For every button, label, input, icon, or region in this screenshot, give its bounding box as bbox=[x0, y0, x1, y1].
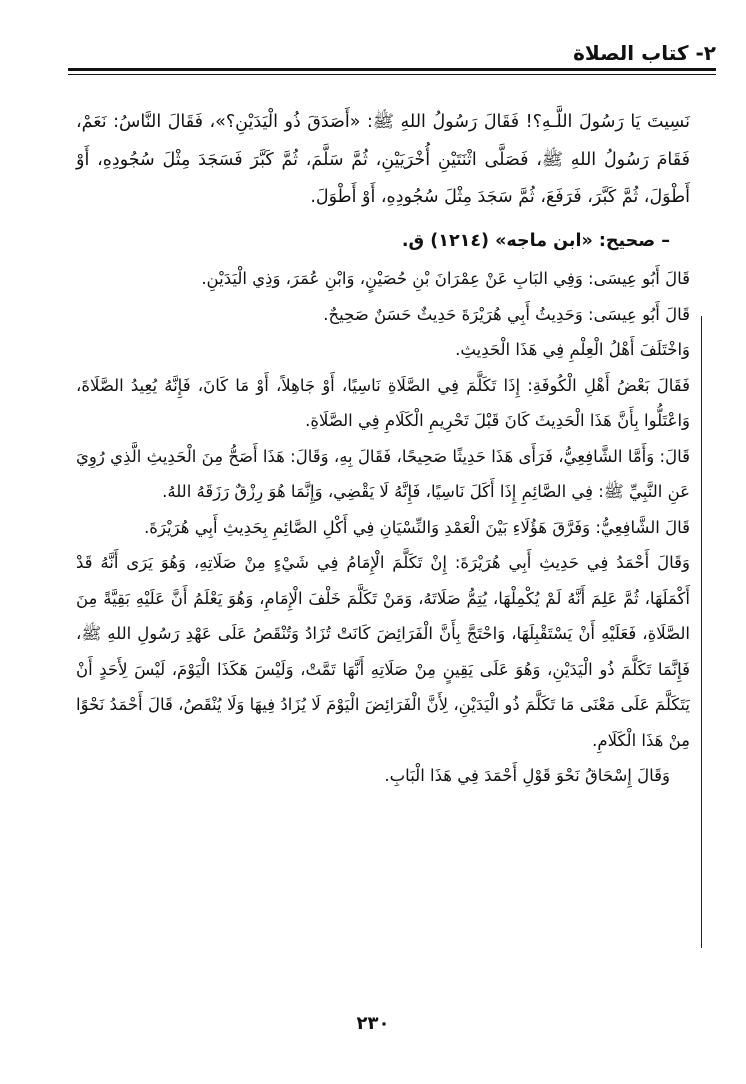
page-body bbox=[76, 104, 690, 794]
header-rule bbox=[68, 68, 716, 71]
header-rule-thin bbox=[68, 74, 716, 75]
commentary-paragraph: فَقَالَ بَعْضُ أَهْلِ الْكُوفَةِ: إِذَا تَكَلَّمَ فِي الصَّلَاةِ نَاسِيًا، أَوْ جَاهِلاً، أَوْ مَا كَانَ، فَإِنَّهُ يُعِيدُ الصَّلَاةَ، وَاعْتَلُّوا بِأَنَّ هَذَا الْحَدِيثَ كَانَ قَبْلَ تَحْرِيمِ الْكَلَامِ فِي الصَّلَاةِ. bbox=[76, 375, 690, 430]
hadith-grade: – صحيح: «ابن ماجه» (١٢١٤) ق. bbox=[401, 230, 670, 251]
running-header: ٢- كتاب الصلاة bbox=[573, 41, 716, 65]
commentary-paragraph: قَالَ: وَأَمَّا الشَّافِعِيُّ، فَرَأَى هَذَا حَدِيثًا صَحِيحًا، فَقَالَ بِهِ، وَقَالَ: هَذَا أَصَحُّ مِنَ الْحَدِيثِ الَّذِي رُوِيَ عَنِ النَّبِيِّ ﷺ: فِي الصَّائِمِ إِذَا أَكَلَ نَاسِيًا، فَإِنَّهُ لَا يَقْضِي، وَإِنَّمَا هُوَ رِزْقٌ رَزَقَهُ اللهُ. bbox=[76, 446, 690, 501]
page-number: ٢٣٠ bbox=[356, 1013, 390, 1034]
hadith-text: نَسِيتَ يَا رَسُولَ اللَّـهِ؟! فَقَالَ رَسُولُ اللهِ ﷺ: «أَصَدَقَ ذُو الْيَدَيْنِ؟»، فَقَالَ النَّاسُ: نَعَمْ، فَقَامَ رَسُولُ اللهِ ﷺ، فَصَلَّى اثْنَتَيْنِ أُخْرَيَيْنِ، ثُمَّ سَلَّمَ، ثُمَّ كَبَّرَ فَسَجَدَ مِثْلَ سُجُودِهِ، أَوْ أَطْوَلَ، ثُمَّ كَبَّرَ، فَرَفَعَ، ثُمَّ سَجَدَ مِثْلَ سُجُودِهِ، أَوْ أَطْوَلَ. bbox=[76, 112, 690, 207]
margin-rule bbox=[701, 316, 702, 948]
commentary-paragraph: وَقَالَ أَحْمَدُ فِي حَدِيثِ أَبِي هُرَيْرَةَ: إِنْ تَكَلَّمَ الْإِمَامُ فِي شَيْءٍ مِنْ صَلَاتِهِ، وَهُوَ يَرَى أَنَّهُ قَدْ أَكْمَلَهَا، ثُمَّ عَلِمَ أَنَّهُ لَمْ يُكْمِلْهَا، يُتِمُّ صَلَاتَهُ، وَمَنْ تَكَلَّمَ خَلْفَ الْإِمَامِ، وَهُوَ يَعْلَمُ أَنَّ عَلَيْهِ بَقِيَّةً مِنَ الصَّلَاةِ، فَعَلَيْهِ أَنْ يَسْتَقْبِلَهَا، وَاحْتَجَّ بِأَنَّ الْفَرَائِضَ كَانَتْ تُزَادُ وَتُنْقَصُ عَلَى عَهْدِ رَسُولِ اللهِ ﷺ، فَإِنَّمَا تَكَلَّمَ ذُو الْيَدَيْنِ، وَهُوَ عَلَى يَقِينٍ مِنْ صَلَاتِهِ أَنَّهَا تَمَّتْ، وَلَيْسَ هَكَذَا الْيَوْمَ، لَيْسَ لِأَحَدٍ أَنْ يَتَكَلَّمَ عَلَى مَعْنَى مَا تَكَلَّمَ ذُو الْيَدَيْنِ، لِأَنَّ الْفَرَائِضَ الْيَوْمَ لَا يُزَادُ فِيهَا وَلَا يُنْقَصُ، قَالَ أَحْمَدُ نَحْوًا مِنْ هَذَا الْكَلَامِ. bbox=[76, 553, 690, 750]
commentary-paragraph: قَالَ أَبُو عِيسَى: وَفِي البَابِ عَنْ عِمْرَانَ بْنِ حُصَيْنٍ، وَابْنِ عُمَرَ، وَذِي الْيَدَيْنِ. bbox=[201, 269, 690, 288]
commentary-paragraph: وَاخْتَلَفَ أَهْلُ الْعِلْمِ فِي هَذَا الْحَدِيثِ. bbox=[455, 340, 690, 359]
commentary-paragraph: قَالَ أَبُو عِيسَى: وَحَدِيثُ أَبِي هُرَيْرَةَ حَدِيثٌ حَسَنٌ صَحِيحٌ. bbox=[323, 304, 690, 324]
commentary-paragraph: وَقَالَ إِسْحَاقُ نَحْوَ قَوْلِ أَحْمَدَ فِي هَذَا الْبَابِ. bbox=[384, 766, 670, 785]
commentary-paragraph: قَالَ الشَّافِعِيُّ: وَفَرَّقَ هَؤُلَاءِ بَيْنَ الْعَمْدِ وَالنِّسْيَانِ فِي أَكْلِ الصَّائِمِ بِحَدِيثِ أَبِي هُرَيْرَةَ. bbox=[144, 517, 690, 537]
